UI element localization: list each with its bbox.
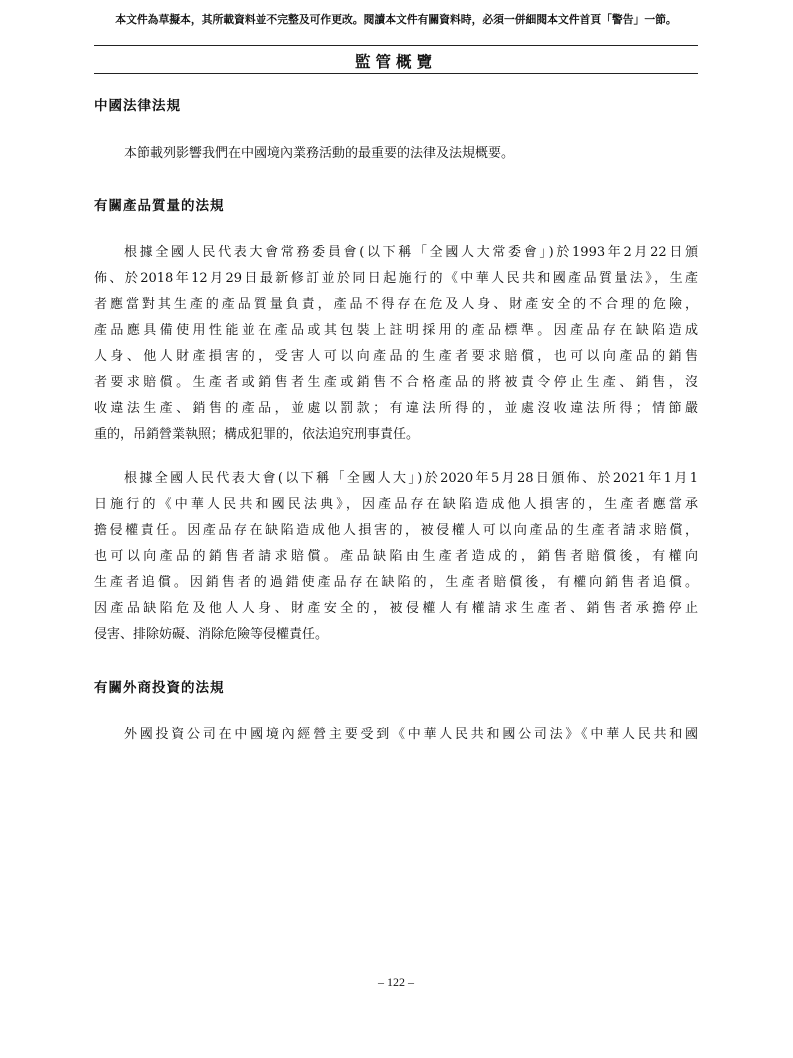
paragraph-product-quality-law (94, 240, 698, 448)
paragraph-line: 產品應具備使用性能並在產品或其包裝上註明採用的產品標準。因產品存在缺陷造成 (94, 323, 698, 338)
paragraph-line: 者應當對其生產的產品質量負責，產品不得存在危及人身、財產安全的不合理的危險， (94, 297, 698, 312)
header-rule-top (94, 45, 698, 46)
paragraph-foreign-investment-law (94, 722, 698, 748)
paragraph-line: 生產者追償。因銷售者的過錯使產品存在缺陷的，生產者賠償後，有權向銷售者追償。 (94, 575, 698, 590)
paragraph-line: 擔侵權責任。因產品存在缺陷造成他人損害的，被侵權人可以向產品的生產者請求賠償， (94, 523, 698, 538)
paragraph-line: 根據全國人民代表大會(以下稱「全國人大」)於2020年5月28日頒佈、於2021年1月1 (124, 471, 698, 486)
paragraph-line: 根據全國人民代表大會常務委員會(以下稱「全國人大常委會」)於1993年2月22日頒 (124, 245, 698, 260)
paragraph-line: 侵害、排除妨礙、消除危險等侵權責任。 (94, 627, 329, 642)
page-number: – 122 – (378, 975, 414, 989)
paragraph-line: 重的，吊銷營業執照；構成犯罪的，依法追究刑事責任。 (94, 427, 420, 442)
paragraph-line: 收違法生產、銷售的產品，並處以罰款；有違法所得的，並處沒收違法所得；情節嚴 (94, 401, 698, 416)
paragraph-line: 也可以向產品的銷售者請求賠償。產品缺陷由生產者造成的，銷售者賠償後，有權向 (94, 549, 698, 564)
paragraph-line: 外國投資公司在中國境內經營主要受到《中華人民共和國公司法》《中華人民共和國 (124, 727, 698, 742)
paragraph-line: 者要求賠償。生產者或銷售者生產或銷售不合格產品的將被責令停止生產、銷售，沒 (94, 375, 698, 390)
section-title: 監管概覽 (354, 52, 437, 71)
paragraph-line: 本節載列影響我們在中國境內業務活動的最重要的法律及法規概要。 (124, 146, 515, 161)
paragraph-line: 佈、於2018年12月29日最新修訂並於同日起施行的《中華人民共和國產品質量法》，生產 (94, 271, 698, 286)
paragraph-intro (94, 141, 698, 167)
paragraph-line: 因產品缺陷危及他人人身、財產安全的，被侵權人有權請求生產者、銷售者承擔停止 (94, 601, 698, 616)
header-rule-bottom (94, 73, 698, 74)
heading-prc-laws: 中國法律法規 (94, 98, 181, 114)
paragraph-civil-code (94, 466, 698, 648)
heading-product-quality: 有關產品質量的法規 (94, 198, 225, 214)
paragraph-line: 人身、他人財產損害的，受害人可以向產品的生產者要求賠償，也可以向產品的銷售 (94, 349, 698, 364)
draft-warning-banner: 本文件為草擬本，其所載資料並不完整及可作更改。閱讀本文件有關資料時，必須一併細閱本文件首頁「警告」一節。 (115, 13, 677, 26)
paragraph-line: 日施行的《中華人民共和國民法典》，因產品存在缺陷造成他人損害的，生產者應當承 (94, 497, 698, 512)
heading-foreign-investment: 有關外商投資的法規 (94, 680, 225, 696)
